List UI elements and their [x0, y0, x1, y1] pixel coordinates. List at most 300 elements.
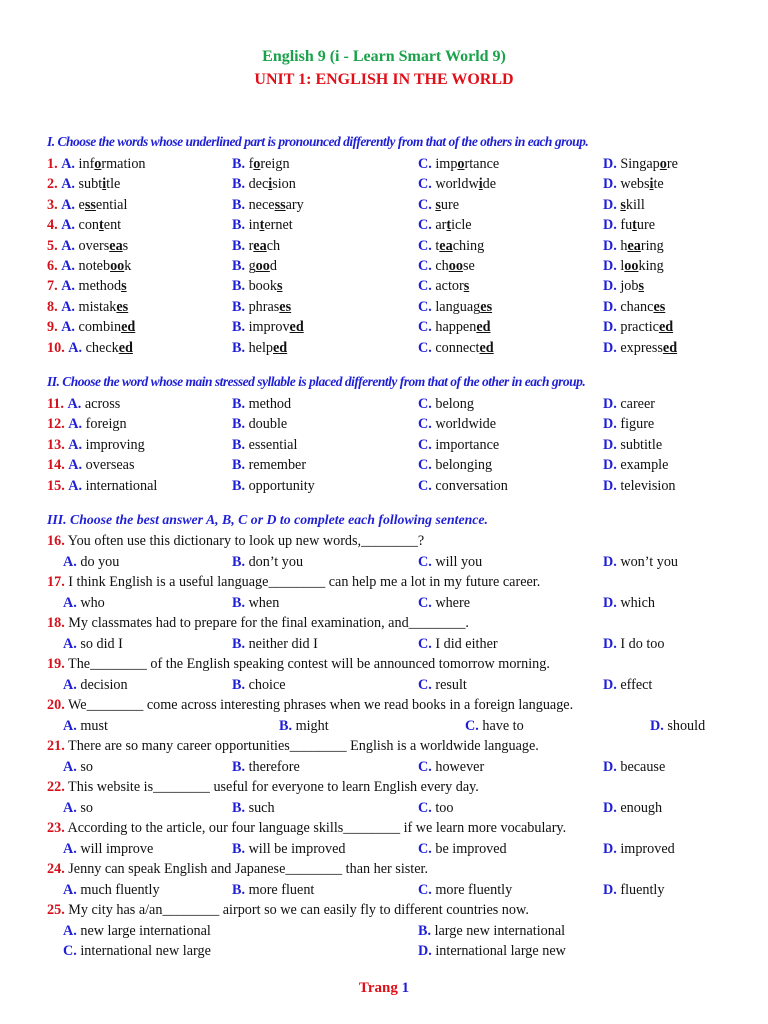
option-underlined-part: es — [480, 298, 493, 315]
option-text-post: ent — [103, 217, 122, 234]
option-letter: B. — [232, 196, 246, 213]
option — [418, 634, 498, 654]
option-text: will improve — [80, 840, 154, 857]
option — [418, 455, 492, 475]
option — [47, 195, 127, 215]
option — [63, 839, 153, 859]
question-number: 22. — [47, 779, 65, 795]
question-stem — [0, 613, 768, 633]
option-letter: C. — [63, 943, 77, 959]
option-text-pre: express — [620, 339, 663, 356]
question-number: 14. — [47, 457, 65, 474]
option-letter: B. — [232, 217, 246, 234]
option-text-post: de — [482, 176, 497, 193]
option-text: do you — [80, 553, 120, 570]
option-text: more fluent — [248, 881, 315, 898]
option — [603, 757, 665, 777]
option-text: won’t you — [620, 553, 679, 570]
option-text: overseas — [85, 457, 135, 474]
option — [232, 256, 277, 276]
option — [418, 256, 475, 276]
option-letter: B. — [232, 278, 246, 295]
option-letter: D. — [603, 237, 617, 254]
option-text: because — [620, 758, 666, 775]
question-text-wrap — [47, 818, 566, 838]
option-text-pre: ch — [435, 258, 449, 274]
option-text: remember — [248, 457, 307, 474]
option — [232, 317, 304, 337]
question-number: 5. — [47, 237, 58, 254]
option — [232, 394, 291, 414]
option-letter: A. — [68, 416, 83, 433]
option-text: therefore — [248, 758, 300, 775]
option-letter: C. — [418, 594, 432, 611]
option-letter: A. — [63, 553, 77, 570]
option-letter: B. — [232, 457, 246, 474]
option-text-pre: f — [248, 156, 254, 172]
question-text: This website is________ useful for everyone to learn English every day. — [68, 779, 479, 795]
option-row — [0, 757, 768, 777]
option — [232, 455, 306, 475]
option-text: figure — [620, 416, 655, 433]
option-letter: B. — [232, 436, 246, 453]
option-letter: C. — [418, 553, 432, 570]
option-text: result — [435, 676, 467, 693]
option — [603, 394, 655, 414]
option — [603, 154, 678, 174]
option — [418, 880, 512, 900]
option-underlined-part: ed — [658, 319, 674, 336]
question-number: 20. — [47, 697, 65, 713]
option-text: so did I — [80, 635, 123, 652]
option-text: example — [620, 457, 669, 474]
option-letter: C. — [418, 635, 432, 652]
option-letter: B. — [232, 319, 246, 336]
option-underlined-part: i — [478, 176, 483, 193]
option-text: more fluently — [435, 881, 513, 898]
option-text-pre: help — [248, 339, 273, 356]
option-text-post: ch — [266, 237, 281, 254]
option-underlined-part: ed — [476, 319, 491, 336]
option-underlined-part: ea — [627, 237, 641, 254]
option-letter: D. — [603, 676, 617, 693]
option-letter: D. — [603, 758, 617, 775]
option-text-post: sion — [272, 176, 296, 193]
question-row — [0, 455, 768, 475]
option-underlined-part: es — [653, 298, 666, 315]
option-letter: C. — [418, 477, 432, 494]
option — [650, 716, 705, 736]
option — [47, 455, 134, 475]
question-number: 12. — [47, 416, 65, 433]
option-letter: C. — [465, 717, 479, 734]
option — [232, 552, 303, 572]
option-letter: C. — [418, 416, 432, 433]
option — [232, 195, 304, 215]
option — [603, 435, 662, 455]
question-number: 10. — [47, 339, 65, 356]
option-text: have to — [482, 717, 524, 734]
option-underlined-part: o — [253, 156, 261, 172]
option-text-pre: ar — [435, 217, 447, 234]
option-letter: D. — [650, 717, 664, 734]
question-text-wrap — [47, 900, 529, 920]
question-number: 17. — [47, 574, 65, 590]
option-text: large new international — [434, 922, 566, 939]
option-letter: C. — [418, 436, 432, 453]
option-row — [0, 593, 768, 613]
option-text-post: rmation — [101, 156, 146, 172]
option — [47, 154, 146, 174]
option-letter: A. — [61, 176, 75, 193]
option-text-pre: subt — [78, 176, 103, 193]
option-underlined-part: ed — [479, 339, 494, 356]
option-underlined-part: oo — [624, 258, 639, 274]
option — [232, 297, 291, 317]
option — [418, 174, 496, 194]
option — [47, 297, 128, 317]
option-text-pre: check — [85, 339, 119, 356]
option — [603, 634, 664, 654]
section-heading-pronunciation: I. Choose the words whose underlined part is pronounced differently from that of the others in each group. — [47, 134, 589, 149]
option — [603, 839, 675, 859]
option-text-pre: overs — [78, 237, 110, 254]
option-letter: C. — [418, 319, 432, 336]
option-row — [0, 839, 768, 859]
option-letter: A. — [68, 477, 83, 494]
option-letter: C. — [418, 156, 432, 172]
option-letter: D. — [418, 943, 432, 959]
option-text: choice — [248, 676, 286, 693]
option-letter: D. — [603, 258, 617, 274]
option-text-pre: method — [78, 278, 122, 295]
question-number: 19. — [47, 656, 65, 672]
option-letter: B. — [232, 881, 246, 898]
option-row — [0, 634, 768, 654]
option-text: should — [667, 717, 706, 734]
option-text-pre: in — [248, 217, 260, 234]
option — [232, 435, 297, 455]
option — [47, 256, 131, 276]
option-letter: B. — [232, 594, 246, 611]
option — [418, 593, 470, 613]
option — [63, 675, 128, 695]
option-letter: B. — [232, 799, 246, 816]
option — [63, 552, 119, 572]
option-text-pre: actor — [435, 278, 464, 295]
question-row — [0, 236, 768, 256]
option-text: must — [80, 717, 108, 734]
option-underlined-part: es — [116, 298, 129, 315]
option-letter: D. — [603, 436, 617, 453]
option — [603, 476, 676, 496]
option-text: be improved — [435, 840, 507, 857]
option-text-pre: dec — [248, 176, 269, 193]
question-stem — [0, 818, 768, 838]
option-text: career — [620, 396, 655, 412]
option — [232, 880, 314, 900]
option-underlined-part: t — [259, 217, 265, 234]
option — [418, 552, 482, 572]
option — [232, 414, 287, 434]
question-text-wrap — [47, 572, 540, 592]
option-letter: A. — [63, 594, 77, 611]
option — [418, 414, 496, 434]
option-underlined-part: ea — [109, 237, 123, 254]
option-underlined-part: oo — [110, 258, 125, 274]
question-stem — [0, 531, 768, 551]
option — [603, 675, 652, 695]
option — [603, 414, 654, 434]
option-letter: D. — [603, 278, 617, 295]
option-letter: D. — [603, 196, 617, 213]
option-letter: D. — [603, 176, 617, 193]
option — [418, 941, 566, 961]
option-letter: B. — [232, 840, 246, 857]
option — [603, 297, 665, 317]
option-letter: B. — [232, 635, 246, 652]
option — [418, 757, 484, 777]
option-underlined-part: es — [279, 298, 292, 315]
question-number: 9. — [47, 319, 58, 336]
question-text-wrap — [47, 695, 573, 715]
option-text: international large new — [435, 943, 566, 959]
option-text: fluently — [620, 881, 665, 898]
option-text-pre: imp — [435, 156, 458, 172]
option-text: where — [435, 594, 471, 611]
option — [232, 757, 300, 777]
option-text-post: reign — [260, 156, 290, 172]
option-text-pre: l — [620, 258, 625, 274]
option-underlined-part: ed — [121, 319, 136, 336]
option-text-pre: e — [78, 196, 85, 213]
option-text: so — [80, 799, 93, 816]
option — [418, 435, 499, 455]
option — [603, 593, 655, 613]
question-number: 15. — [47, 477, 65, 494]
question-number: 2. — [47, 176, 58, 193]
option-letter: B. — [418, 922, 432, 939]
question-row — [0, 317, 768, 337]
unit-title: UNIT 1: ENGLISH IN THE WORLD — [254, 71, 514, 88]
option — [63, 634, 123, 654]
option-letter: D. — [603, 840, 617, 857]
question-number: 13. — [47, 436, 65, 453]
option-letter: C. — [418, 237, 432, 254]
option-text-post: ching — [452, 237, 485, 254]
option-letter: D. — [603, 594, 617, 611]
question-text: Jenny can speak English and Japanese________ than her sister. — [68, 861, 429, 877]
question-row — [0, 414, 768, 434]
question-row — [0, 256, 768, 276]
option-text-post: ring — [640, 237, 664, 254]
option-letter: A. — [68, 339, 83, 356]
option-underlined-part: ed — [273, 339, 288, 356]
option-text-post: icle — [451, 217, 472, 234]
option-text: much fluently — [80, 881, 160, 898]
question-number: 16. — [47, 533, 65, 549]
option-text: such — [248, 799, 275, 816]
option — [232, 276, 282, 296]
question-number: 24. — [47, 861, 65, 877]
option — [232, 798, 275, 818]
question-row — [0, 215, 768, 235]
option-text-post: tle — [106, 176, 121, 193]
question-row — [0, 174, 768, 194]
option-letter: C. — [418, 396, 432, 412]
option-letter: C. — [418, 457, 432, 474]
option-text-pre: happen — [435, 319, 477, 336]
option-text: foreign — [85, 416, 127, 433]
option-underlined-part: ea — [253, 237, 267, 254]
option-text: international — [85, 477, 158, 494]
option — [232, 593, 279, 613]
option-letter: A. — [63, 676, 77, 693]
option-text-post: ential — [95, 196, 128, 213]
option-letter: B. — [232, 416, 246, 433]
option-text-post: ure — [636, 217, 656, 234]
option-letter: A. — [63, 799, 77, 816]
option — [232, 174, 296, 194]
option-text: I do too — [620, 635, 665, 652]
option-underlined-part: s — [620, 196, 626, 213]
option-text-pre: inf — [78, 156, 95, 172]
option — [603, 195, 645, 215]
option-row — [0, 552, 768, 572]
option — [418, 476, 508, 496]
option-letter: C. — [418, 278, 432, 295]
option — [47, 476, 157, 496]
option-text: will be improved — [248, 840, 346, 857]
option-text-post: ary — [285, 196, 304, 213]
question-text-wrap — [47, 613, 469, 633]
question-row — [0, 338, 768, 358]
option — [418, 297, 492, 317]
option — [603, 236, 664, 256]
option-letter: B. — [232, 156, 246, 172]
question-row — [0, 476, 768, 496]
option-text: might — [295, 717, 329, 734]
question-number: 3. — [47, 196, 58, 213]
option-text-post: se — [462, 258, 475, 274]
option-text-post: ure — [440, 196, 459, 213]
option-text: improved — [620, 840, 675, 857]
question-stem — [0, 777, 768, 797]
option-letter: C. — [418, 758, 432, 775]
option — [232, 236, 280, 256]
option-underlined-part: t — [99, 217, 104, 234]
option-row — [0, 716, 768, 736]
question-row — [0, 276, 768, 296]
option-letter: B. — [232, 553, 246, 570]
option-letter: A. — [63, 840, 77, 857]
option — [47, 174, 120, 194]
option — [63, 593, 105, 613]
option-text: essential — [248, 436, 298, 453]
option-letter: A. — [67, 396, 82, 412]
question-text: We________ come across interesting phrases when we read books in a foreign language. — [68, 697, 574, 713]
option — [232, 338, 287, 358]
option-underlined-part: s — [435, 196, 441, 213]
option-text-pre: webs — [620, 176, 650, 193]
option-text-post: re — [666, 156, 678, 172]
question-text: My city has a/an________ airport so we can easily fly to different countries now. — [68, 902, 529, 918]
option — [232, 634, 318, 654]
option-text-pre: book — [248, 278, 277, 295]
option — [418, 215, 472, 235]
question-row — [0, 154, 768, 174]
option — [279, 716, 329, 736]
question-number: 11. — [47, 396, 64, 412]
option-text-pre: con — [78, 217, 100, 234]
option — [418, 195, 459, 215]
question-stem — [0, 859, 768, 879]
option-letter: C. — [418, 840, 432, 857]
option — [603, 317, 673, 337]
option — [603, 215, 655, 235]
option-letter: B. — [232, 676, 246, 693]
option — [63, 716, 108, 736]
option-text: belong — [435, 396, 474, 412]
question-text: According to the article, our four language skills________ if we learn more vocabulary. — [67, 820, 567, 836]
option-text: worldwide — [435, 416, 497, 433]
option-text-pre: worldw — [435, 176, 479, 193]
option-underlined-part: o — [457, 156, 465, 172]
option-text: don’t you — [248, 553, 304, 570]
option-text: improving — [85, 436, 145, 453]
option-text: conversation — [435, 477, 508, 494]
option — [603, 338, 677, 358]
option — [63, 880, 160, 900]
option-letter: A. — [61, 237, 75, 254]
option-text: subtitle — [620, 436, 663, 453]
option — [47, 236, 128, 256]
option — [47, 317, 135, 337]
option-text-pre: h — [620, 237, 628, 254]
option-letter: B. — [232, 339, 246, 356]
option-letter: A. — [68, 457, 83, 474]
option-letter: A. — [63, 717, 77, 734]
option-letter: B. — [232, 477, 246, 494]
option — [63, 757, 93, 777]
option — [63, 941, 211, 961]
option-text-pre: nece — [248, 196, 275, 213]
option-letter: D. — [603, 457, 617, 474]
question-text-wrap — [47, 736, 539, 756]
document-title: English 9 (i - Learn Smart World 9) — [262, 48, 506, 65]
option-underlined-part: s — [463, 278, 470, 295]
option-text-pre: improv — [248, 319, 290, 336]
question-number: 21. — [47, 738, 65, 754]
option-letter: D. — [603, 799, 617, 816]
option-text: double — [248, 416, 288, 433]
option-text-post: d — [269, 258, 277, 274]
option-text-post: kill — [625, 196, 645, 213]
question-stem — [0, 695, 768, 715]
option-underlined-part: ed — [118, 339, 133, 356]
option-text-post: king — [638, 258, 664, 274]
question-text: The________ of the English speaking contest will be announced tomorrow morning. — [68, 656, 550, 672]
option-underlined-part: oo — [255, 258, 270, 274]
option-letter: A. — [61, 258, 75, 274]
option-text: which — [620, 594, 656, 611]
option — [603, 455, 668, 475]
option-text: so — [80, 758, 93, 775]
question-number: 1. — [47, 156, 58, 172]
option-letter: B. — [232, 237, 246, 254]
option — [232, 215, 293, 235]
option-underlined-part: s — [638, 278, 645, 295]
